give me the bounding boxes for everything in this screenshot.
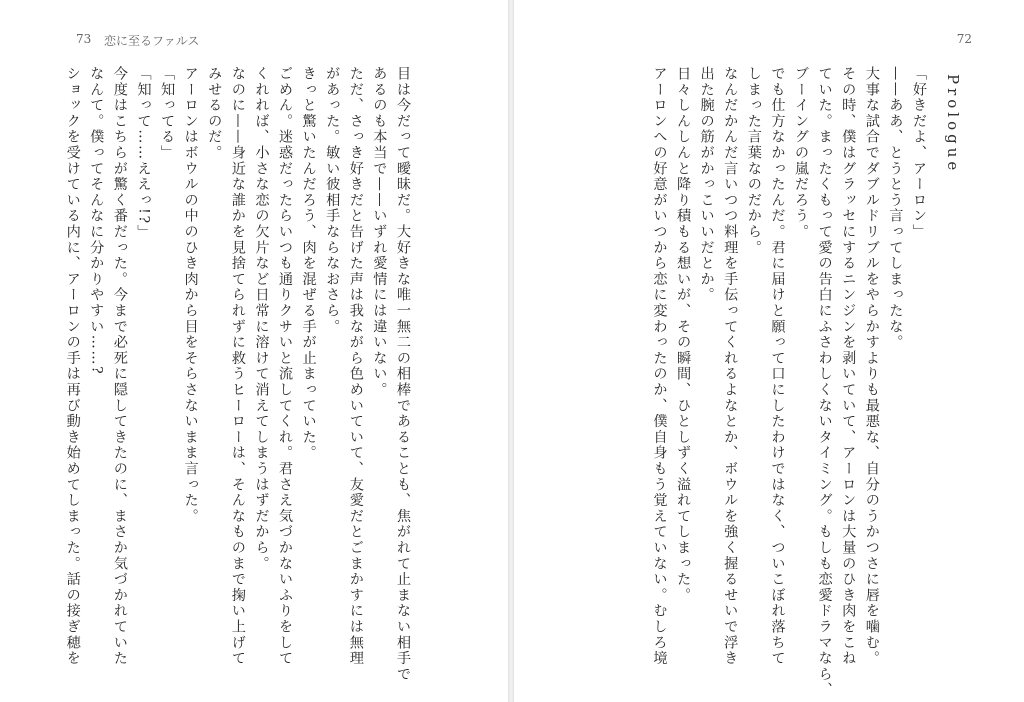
body-line: ごめん。迷惑だったらいつも通りクサいと流してくれ。君さえ気づかないふりをして (277, 66, 294, 667)
body-line: ショックを受けている内に、アーロンの手は再び動き始めてしまった。話の接ぎ穂を (64, 66, 81, 667)
body-line: みせるのだ。 (206, 66, 223, 161)
body-line: ただ、さっき好きだと告げた声は我ながら色めいていて、友愛だとごまかすには無理 (347, 66, 364, 667)
body-line: ていた。まったくもって愛の告白にふさわしくないタイミング。もしも恋愛ドラマなら、 (816, 66, 833, 698)
body-line: アーロンへの好意がいつから恋に変わったのか、僕自身もう覚えていない。むしろ境 (651, 66, 668, 667)
body-line: あるのも本当で——いずれ愛情には違いない。 (371, 66, 388, 398)
body-line: でも仕方なかったんだ。君に届けと願って口にしたわけではなく、ついこぼれ落ちて (769, 66, 786, 667)
right-page (514, 0, 1024, 702)
left-page-body (60, 66, 414, 696)
body-line: アーロンはボウルの中のひき肉から目をそらさないまま言った。 (182, 66, 199, 525)
section-title: Prologue (944, 74, 962, 175)
body-line: なのに——身近な誰かを見捨てられずに救うヒーローは、そんなものまで掬い上げて (229, 66, 246, 667)
body-line: きっと驚いたんだろう、肉を混ぜる手が止まっていた。 (300, 66, 317, 461)
right-page-body (647, 66, 930, 696)
body-line: 大事な試合でダブルドリブルをやらかすよりも最悪な、自分のうかつさに唇を噛む。 (863, 66, 880, 667)
body-line: なんだかんだ言いつつ料理を手伝ってくれるよなとか、ボウルを強く握るせいで浮き (722, 66, 739, 667)
body-line: 出た腕の筋がかっこいいだとか。 (698, 66, 715, 303)
body-line: 「好きだよ、アーロン」 (911, 66, 927, 240)
body-line: 「知ってる」 (159, 66, 176, 161)
body-line: なんて。僕ってそんなに分かりやすい……? (88, 66, 105, 376)
body-line: その時、僕はグラッセにするニンジンを剥いていて、アーロンは大量のひき肉をこね (840, 66, 857, 667)
body-line: 今度はこちらが驚く番だった。今まで必死に隠してきたのに、まさか気づかれていた (111, 66, 128, 667)
left-page-number: 73 (76, 32, 92, 46)
body-line: 目は今だって曖昧だ。大好きな唯一無二の相棒であることも、焦がれて止まない相手で (395, 66, 411, 683)
body-line: 「知って……ええっ!?」 (135, 66, 152, 241)
body-line: があった。敏い彼相手ならなおさら。 (324, 66, 341, 335)
body-line: 日々しんしんと降り積もる想いが、その瞬間、ひとしずく溢れてしまった。 (675, 66, 692, 604)
body-line: ブーイングの嵐だろう。 (793, 66, 810, 240)
body-line: しまった言葉なのだから。 (745, 66, 762, 256)
running-title: 恋に至るファルス (104, 34, 200, 48)
left-page (0, 0, 508, 702)
right-page-number: 72 (956, 32, 972, 46)
body-line: ——ああ、とうとう言ってしまったな。 (887, 66, 904, 351)
body-line: くれれば、小さな恋の欠片など日常に溶けて消えてしまうはずだから。 (253, 66, 270, 572)
